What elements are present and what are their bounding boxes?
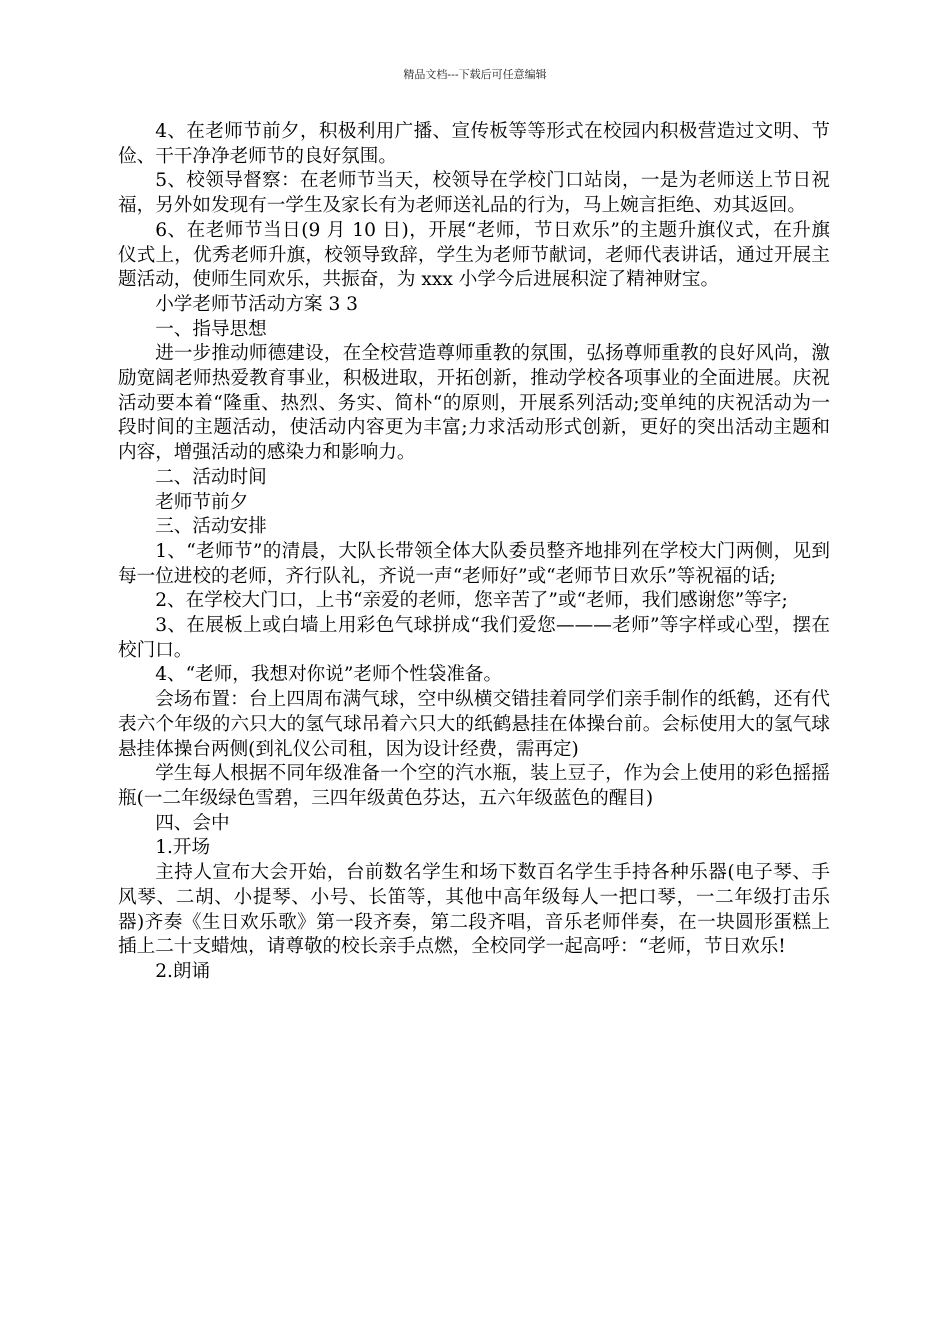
paragraph: 主持人宣布大会开始，台前数名学生和场下数百名学生手持各种乐器(电子琴、手风琴、二胡、小提琴、小号、长笛等，其他中高年级每人一把口琴，一二年级打击乐器)齐奏《生日欢乐歌》第一段齐奏，第二段齐唱，音乐老师伴奏，在一块圆形蛋糕上插上二十支蜡烛，请尊敬的校长亲手点燃，全校同学一起高呼：“老师，节日欢乐! xyxy=(118,862,830,958)
heading: 三、活动安排 xyxy=(155,516,267,538)
paragraph: 5、校领导督察：在老师节当天，校领导在学校门口站岗，一是为老师送上节日祝福，另外如发现有一学生及家长有为老师送礼品的行为，马上婉言拒绝、劝其返回。 xyxy=(118,170,830,217)
heading: 一、指导思想 xyxy=(155,318,267,340)
paragraph: 进一步推动师德建设，在全校营造尊师重教的氛围，弘扬尊师重教的良好风尚，激励宽阔老师热爱教育事业，积极进取，开拓创新，推动学校各项事业的全面进展。庆祝活动要本着“隆重、热烈、务实、简朴“的原则，开展系列活动;变单纯的庆祝活动为一段时间的主题活动，使活动内容更为丰富;力求活动形式创新，更好的突出活动主题和内容，增强活动的感染力和影响力。 xyxy=(118,343,830,464)
document-body xyxy=(118,120,830,985)
subheading: 2.朗诵 xyxy=(155,960,211,982)
paragraph: 老师节前夕 xyxy=(155,491,249,513)
list-item: 3、在展板上或白墙上用彩色气球拼成“我们爱您———老师”等字样或心型，摆在校门口。 xyxy=(118,615,830,661)
list-item: 1、“老师节”的清晨，大队长带领全体大队委员整齐地排列在学校大门两侧，见到每一位进校的老师，齐行队礼，齐说一声“老师好”或“老师节日欢乐”等祝福的话; xyxy=(118,540,830,587)
paragraph: 6、在老师节当日(9 月 10 日)，开展“老师，节日欢乐”的主题升旗仪式，在升旗仪式上，优秀老师升旗，校领导致辞，学生为老师节献词，老师代表讲话，通过开展主题活动，使师生同欢乐，共振奋，为 xxx 小学今后进展积淀了精神财宝。 xyxy=(118,219,830,291)
heading: 二、活动时间 xyxy=(155,466,267,488)
section-title: 小学老师节活动方案 3 3 xyxy=(155,293,359,315)
page-header: 精品文档---下载后可任意编辑 xyxy=(403,68,547,81)
list-item: 2、在学校大门口，上书“亲爱的老师，您辛苦了”或“老师，我们感谢您”等字; xyxy=(155,590,788,612)
paragraph: 4、在老师节前夕，积极利用广播、宣传板等等形式在校园内积极营造过文明、节俭、干干净净老师节的良好氛围。 xyxy=(118,121,830,167)
subheading: 1.开场 xyxy=(155,837,211,859)
heading: 四、会中 xyxy=(155,812,230,834)
list-item: 4、“老师，我想对你说”老师个性袋准备。 xyxy=(155,664,503,686)
paragraph: 学生每人根据不同年级准备一个空的汽水瓶，装上豆子，作为会上使用的彩色摇摇瓶(一二年级绿色雪碧，三四年级黄色芬达，五六年级蓝色的醒目) xyxy=(118,763,830,809)
paragraph: 会场布置：台上四周布满气球，空中纵横交错挂着同学们亲手制作的纸鹤，还有代表六个年级的六只大的氢气球吊着六只大的纸鹤悬挂在体操台前。会标使用大的氢气球悬挂体操台两侧(到礼仪公司租，因为设计经费，需再定) xyxy=(118,689,830,760)
